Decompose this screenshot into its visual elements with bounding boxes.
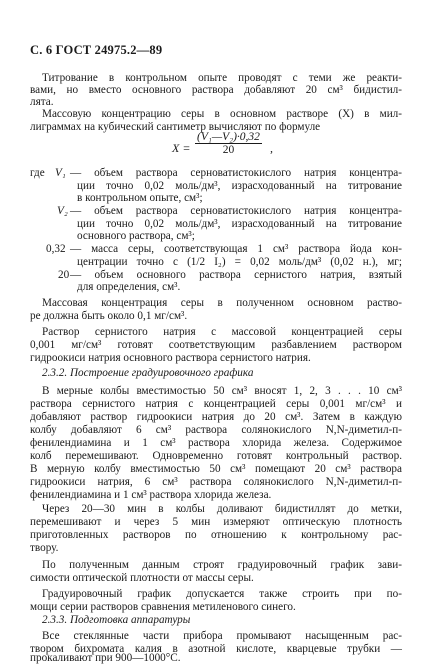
paragraph-line: Градуировочный график допускается также строить при по- <box>42 588 402 600</box>
formula-denominator: 20 <box>222 144 235 156</box>
paragraph-line: приготовленных растворов по отношению к контрольному рас- <box>30 529 402 541</box>
where-label: где <box>30 167 45 179</box>
definition-line: — объем раствора серноватистокислого натрия концентра- <box>70 205 402 217</box>
section-heading: 2.3.2. Построение градуировочного графика <box>42 367 254 379</box>
paragraph-line: фенилендиамина и 1 см³ раствора хлорида железа. Содержимое <box>30 437 402 449</box>
definition-line: ции точно 0,02 моль/дм³, израсходованный на титрование <box>77 180 402 192</box>
paragraph-line: Массовую концентрацию серы в основном растворе (X) в мил- <box>42 108 402 120</box>
paragraph-line: ре должна быть около 0,1 мг/см³. <box>30 310 188 322</box>
volume-symbol: 20 <box>58 269 70 281</box>
v1-symbol: V₁ <box>55 167 66 179</box>
paragraph-line: добавляют раствор гидроокиси натрия до 20 см³. Затем в каждую <box>30 411 402 423</box>
definition-line: — масса серы, соответствующая 1 см³ раствора йода кон- <box>70 243 402 255</box>
paragraph-line: раствора сернистого натрия с концентрацией серы 0,001 мг/см³ и <box>30 398 402 410</box>
paragraph-line: лята. <box>30 96 54 108</box>
paragraph-line: колбу добавляют 6 см³ раствора солянокислого N,N-диметил-п- <box>30 424 402 436</box>
paragraph-line: твору. <box>30 542 59 554</box>
definition-line: центрации точно с (1/2 I₂) = 0,02 моль/дм³ (0,02 н.), мг; <box>77 256 402 268</box>
definition-line: ции точно 0,02 моль/дм³, израсходованный на титрование <box>77 218 402 230</box>
paragraph-line: гидроокиси натрия основного раствора сернистого натрия. <box>30 352 311 364</box>
page-header: С. 6 ГОСТ 24975.2—89 <box>30 43 163 57</box>
paragraph-line: фенилендиамина и 1 см³ раствора хлорида железа. <box>30 489 272 501</box>
formula-fraction <box>195 131 262 156</box>
paragraph-line: Раствор сернистого натрия с массовой концентрацией серы <box>42 326 402 338</box>
formula-lhs: X = <box>172 141 191 155</box>
paragraph-line: вами, но вместо основного раствора добавляют 20 см³ бидистил- <box>30 84 402 96</box>
mass-symbol: 0,32 <box>46 243 66 255</box>
paragraph-line: гидроокиси натрия, 6 см³ раствора солянокислого N,N-диметил-п- <box>30 476 402 488</box>
paragraph-line: В мерные колбы вместимостью 50 см³ вносят 1, 2, 3 . . . 10 см³ <box>42 385 402 397</box>
paragraph-line: Титрование в контрольном опыте проводят с теми же реакти- <box>42 72 402 84</box>
paragraph-line: 0,001 мг/см³ готовят соответствующим разбавлением раствором <box>30 339 402 351</box>
paragraph-line: В мерную колбу вместимостью 50 см³ помещают 20 см³ раствора <box>30 463 402 475</box>
definition-line: — объем раствора серноватистокислого натрия концентра- <box>70 167 402 179</box>
definition-line: основного раствора, см³; <box>77 230 195 242</box>
definition-line: — объем основного раствора сернистого натрия, взятый <box>70 269 402 281</box>
paragraph-line: симости оптической плотности от массы серы. <box>30 572 254 584</box>
paragraph-line: Все стеклянные части прибора промывают насыщенным рас- <box>42 630 402 642</box>
definition-line: для определения, см³. <box>77 281 181 293</box>
v2-symbol: V₂ <box>57 205 68 217</box>
formula-tail: , <box>270 141 273 155</box>
paragraph-line: Через 20—30 мин в колбы доливают бидистиллят до метки, <box>42 503 402 515</box>
formula-numerator: (V₁—V₂)·0,32 <box>197 131 260 143</box>
definition-line: в контрольном опыте, см³; <box>77 192 203 204</box>
paragraph-line: По полученным данным строят градуировочный график зави- <box>42 559 402 571</box>
paragraph-line: Массовая концентрация серы в полученном основном раство- <box>42 297 402 309</box>
paragraph-line: колб перемешивают. Одновременно готовят контрольный раствор. <box>30 450 402 462</box>
paragraph-line: перемешивают и через 5 мин измеряют оптическую плотность <box>30 516 402 528</box>
paragraph-line: лиграммах на кубический сантиметр вычисляют по формуле <box>30 121 321 133</box>
paragraph-line: мощи серии растворов сравнения метиленового синего. <box>30 601 296 613</box>
paragraph-line: твором бихромата калия в азотной кислоте, кварцевые трубки — <box>30 643 402 655</box>
section-heading: 2.3.3. Подготовка аппаратуры <box>42 614 191 626</box>
paragraph-line: прокаливают при 900—1000°С. <box>30 652 181 664</box>
